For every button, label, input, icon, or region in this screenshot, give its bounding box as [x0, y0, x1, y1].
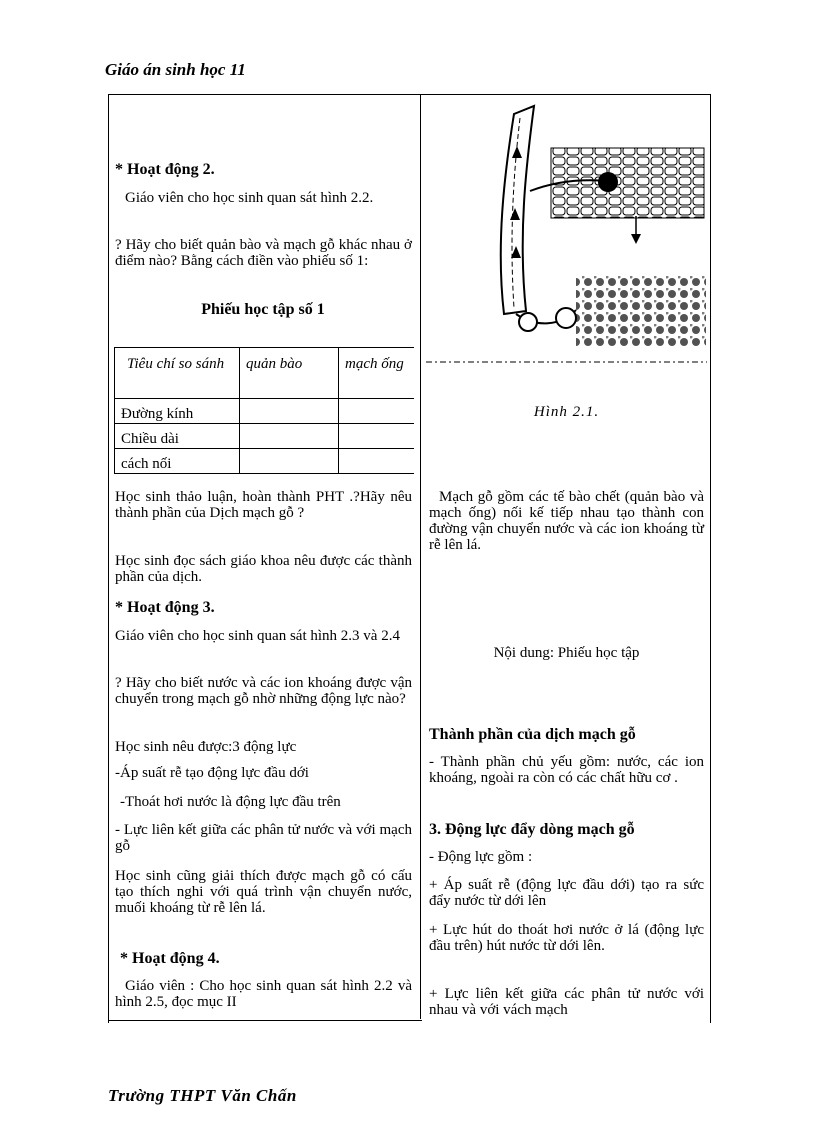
driving-force-b: + Lực hút do thoát hơi nước ở lá (động lực đầu trên) hút nước từ dới lên. [429, 922, 704, 954]
discussion-text: Học sinh thảo luận, hoàn thành PHT .?Hãy nêu thành phần của Dịch mạch gỗ ? [115, 489, 412, 521]
table-cell [240, 449, 339, 474]
table-cell [339, 399, 415, 424]
right-column [426, 96, 707, 1022]
content-label: Nội dung: Phiếu học tập [493, 645, 640, 661]
activity-3-explanation: Học sinh cũng giải thích được mạch gỗ có cấu tạo thích nghi với quá trình vận chuyển nước, muối khoáng từ rễ lên lá. [115, 868, 412, 916]
activity-2-question: ? Hãy cho biết quản bào và mạch gỗ khác nhau ở điểm nào? Bằng cách điền vào phiếu số 1: [115, 237, 412, 269]
activity-4-intro: Giáo viên : Cho học sinh quan sát hình 2.2 và hình 2.5, đọc mục II [115, 978, 412, 1010]
page-footer: Trường THPT Văn Chấn [108, 1086, 297, 1105]
table-header-row [115, 348, 415, 399]
down-arrow [631, 234, 641, 244]
table-cell [240, 424, 339, 449]
driving-force-a: + Áp suất rễ (động lực đầu dới) tạo ra sức đẩy nước từ dới lên [429, 877, 704, 909]
sap-composition-text: - Thành phần chủ yếu gồm: nước, các ion khoáng, ngoài ra còn có các chất hữu cơ . [429, 754, 704, 786]
study-sheet-title: Phiếu học tập số 1 [201, 301, 325, 318]
table-row [115, 449, 415, 474]
activity-2-intro: Giáo viên cho học sinh quan sát hình 2.2. [125, 190, 374, 206]
soil-area [576, 276, 706, 346]
table-row [115, 399, 415, 424]
xylem-definition: Mạch gỗ gồm các tế bào chết (quản bào và mạch ống) nối kế tiếp nhau tạo thành con đường vận chuyển nước và các ion khoáng từ rễ lên lá. [429, 489, 704, 553]
table-cell [339, 424, 415, 449]
activity-3-title: * Hoạt động 3. [115, 599, 215, 616]
driving-force-title: 3. Động lực đẩy dòng mạch gỗ [429, 821, 635, 838]
driving-force-intro: - Động lực gồm : [429, 849, 533, 865]
table-header-cell: Tiêu chí so sánh [115, 348, 240, 399]
table-cell: Đường kính [115, 399, 240, 424]
table-cell: Chiều dài [115, 424, 240, 449]
column-divider [420, 94, 421, 1019]
comparison-table [114, 347, 414, 474]
xylem-figure [426, 96, 707, 368]
left-column [112, 96, 414, 1018]
page-header: Giáo án sinh học 11 [105, 60, 246, 79]
driving-force-c: + Lực liên kết giữa các phân tử nước với nhau và với vách mạch [429, 986, 704, 1018]
leaf-tissue [551, 148, 704, 218]
activity-3-intro: Giáo viên cho học sinh quan sát hình 2.3 và 2.4 [115, 628, 400, 644]
force-item-1: -Áp suất rễ tạo động lực đầu dới [115, 765, 309, 781]
reading-text: Học sinh đọc sách giáo khoa nêu được các thành phần của dịch. [115, 553, 412, 585]
activity-3-answer: Học sinh nêu được:3 động lực [115, 739, 297, 755]
force-item-2: -Thoát hơi nước là động lực đầu trên [120, 794, 341, 810]
activity-4-title: * Hoạt động 4. [120, 950, 220, 967]
figure-caption: Hình 2.1. [533, 404, 600, 420]
activity-2-title: * Hoạt động 2. [115, 161, 215, 178]
table-cell [339, 449, 415, 474]
activity-3-question: ? Hãy cho biết nước và các ion khoáng được vận chuyển trong mạch gỗ nhờ những động lực nào? [115, 675, 412, 707]
table-header-cell: mạch ống [339, 348, 415, 399]
table-cell: cách nối [115, 449, 240, 474]
table-header-cell: quản bào [240, 348, 339, 399]
force-item-3: - Lực liên kết giữa các phân tử nước và với mạch gỗ [115, 822, 412, 854]
table-cell [240, 399, 339, 424]
xylem-vessel [501, 106, 534, 314]
table-row [115, 424, 415, 449]
sap-composition-title: Thành phần của dịch mạch gỗ [429, 726, 636, 743]
bottom-border [108, 1020, 422, 1021]
